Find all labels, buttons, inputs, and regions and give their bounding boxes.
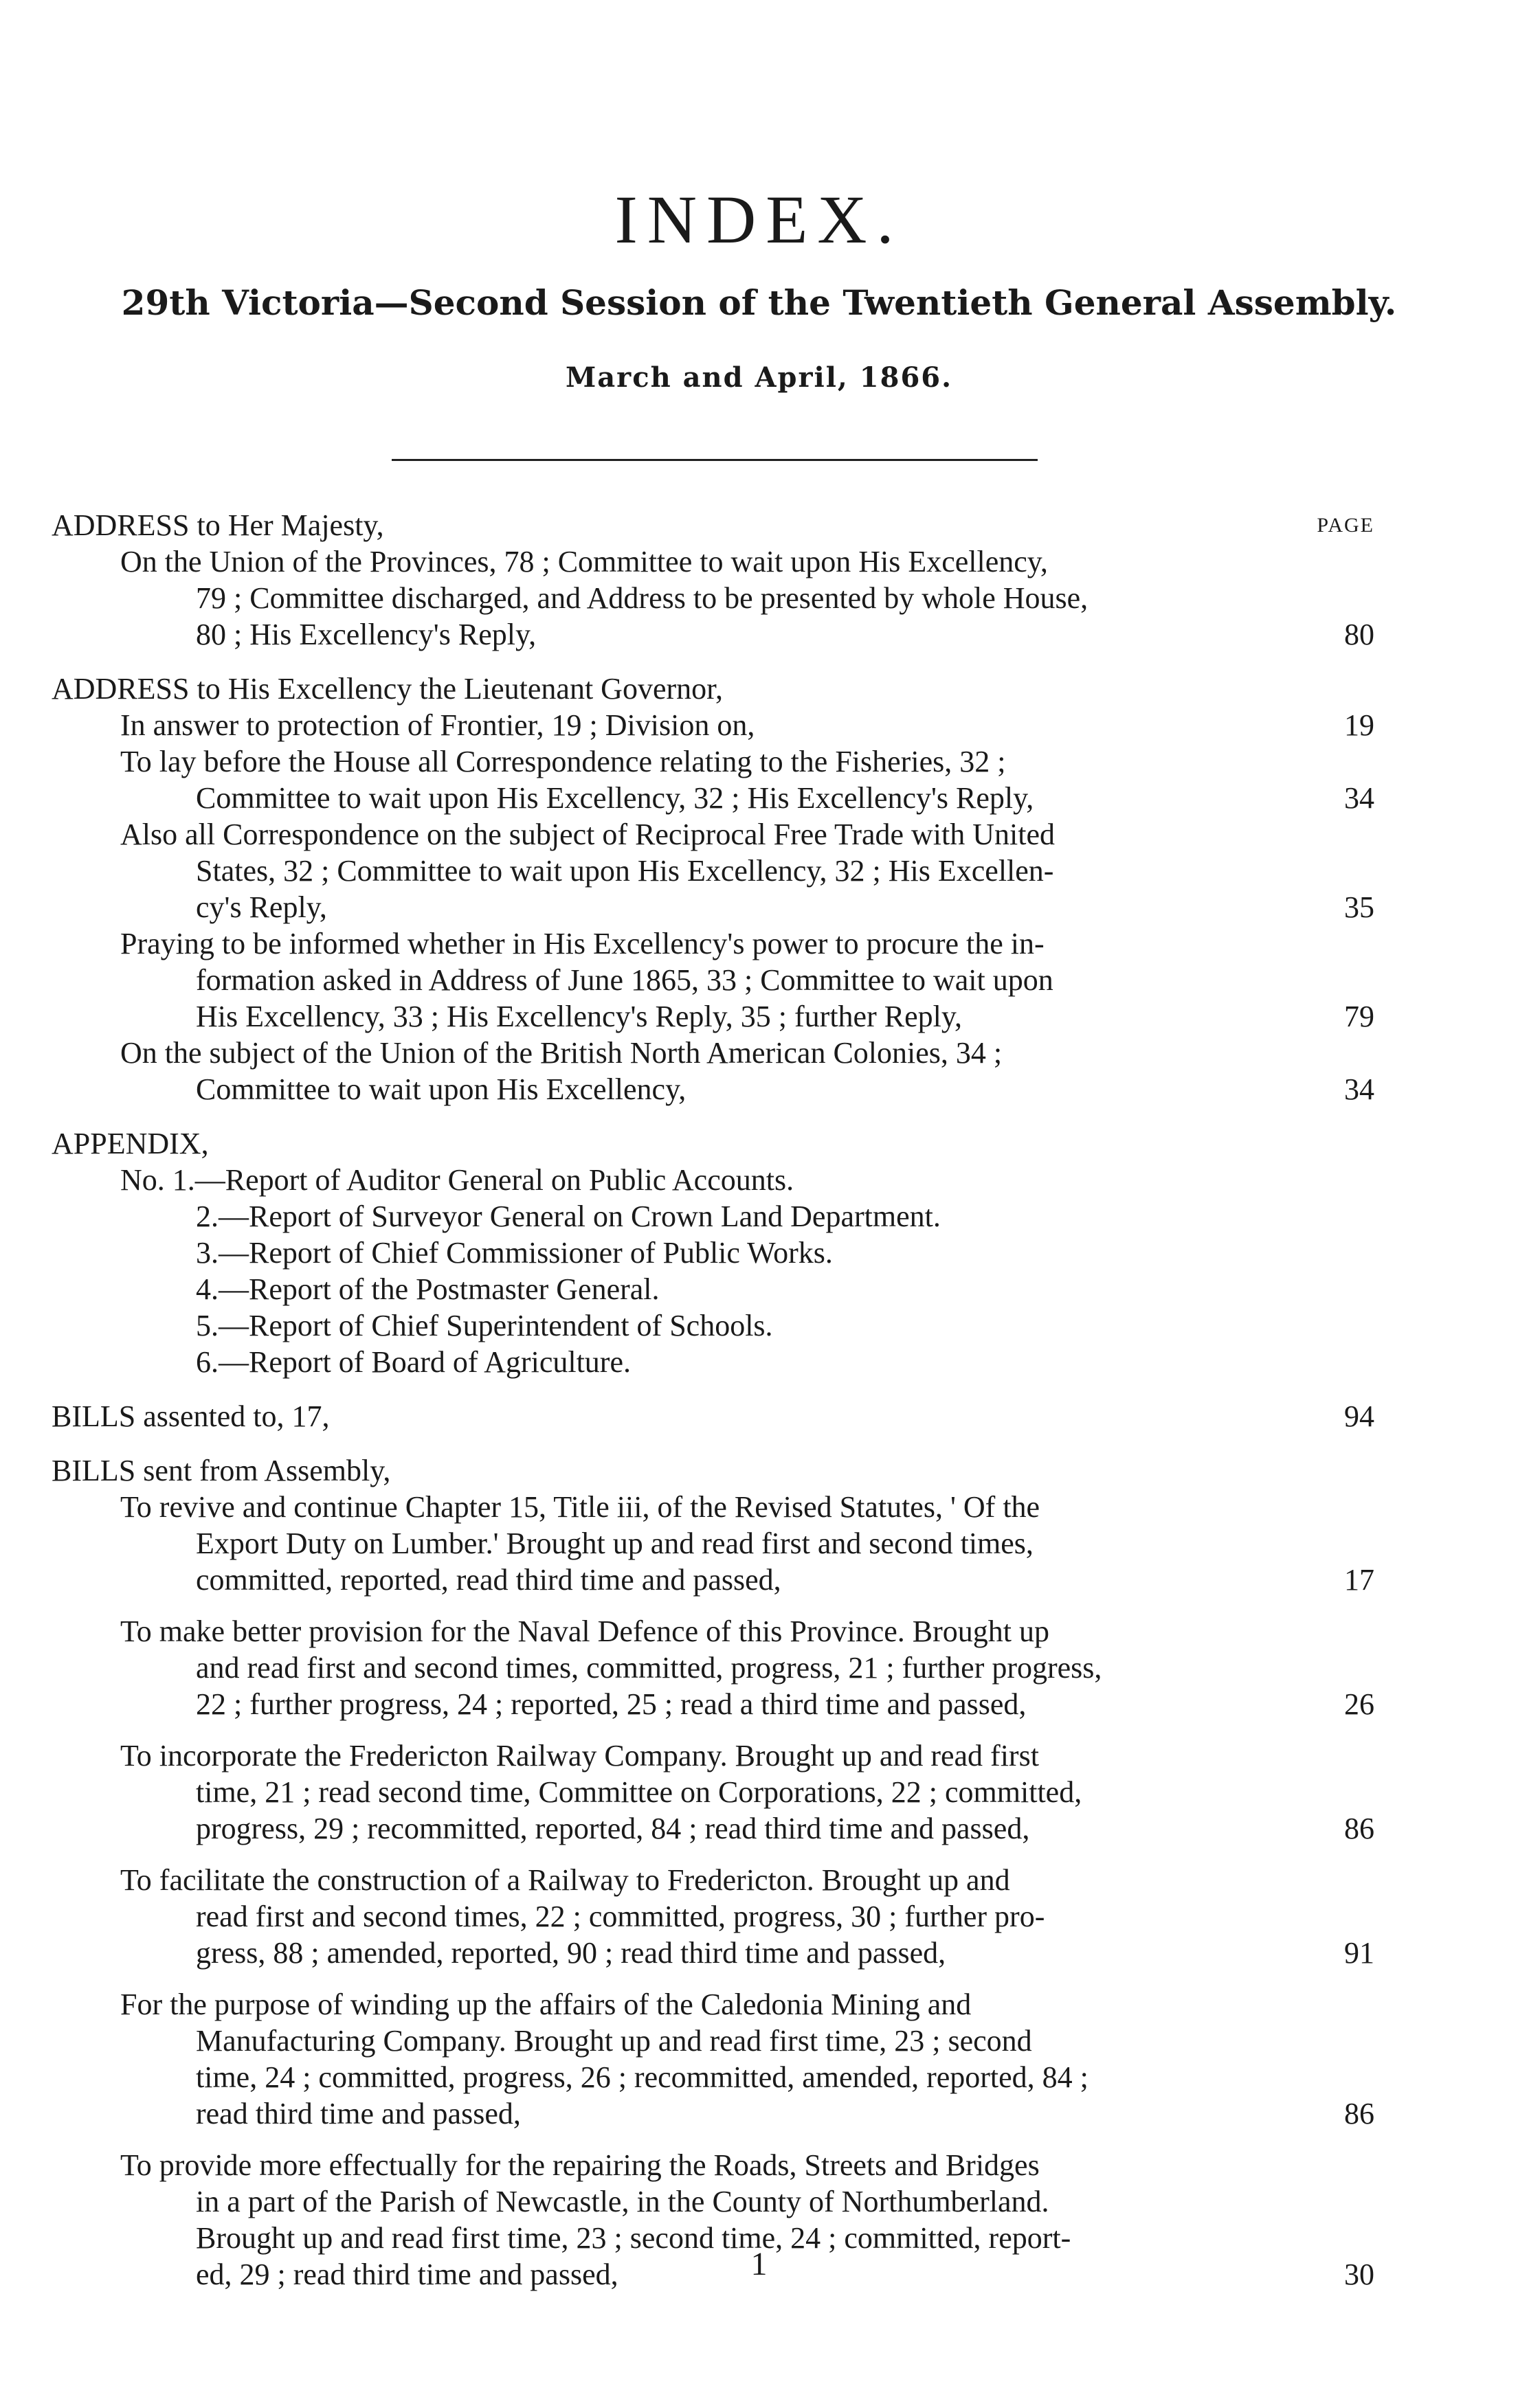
entry-page-number: 19: [1344, 708, 1374, 742]
index-entry: [52, 1737, 1374, 1847]
entry-text: To lay before the House all Correspondence relating to the Fisheries, 32 ; Committee to wait upon His Excellency, 32 ; His Excellency's Reply,: [120, 745, 1034, 815]
entry-page-number: 35: [1344, 890, 1374, 924]
appendix-item: 5.—Report of Chief Superintendent of Schools.: [196, 1309, 773, 1342]
appendix-item: 2.—Report of Surveyor General on Crown Land Department.: [196, 1200, 941, 1233]
index-entry: [52, 816, 1374, 925]
header-divider: [392, 459, 1038, 461]
entry-text: For the purpose of winding up the affairs of the Caledonia Mining and Manufacturing Company. Brought up and read first time, 23 ; second time, 24 ; committed, progress, 26 ; recommitted, amended, reported, 84 ; read third time and passed,: [120, 1988, 1089, 2130]
entry-page-number: 80: [1344, 618, 1374, 651]
entry-text: To revive and continue Chapter 15, Title iii, of the Revised Statutes, ' Of the Export Duty on Lumber.' Brought up and read first and second times, committed, reported, read third time and passed,: [120, 1490, 1040, 1597]
entry-text: On the Union of the Provinces, 78 ; Committee to wait upon His Excellency, 79 ; Committee discharged, and Address to be presented by whole House, 80 ; His Excellency's Reply,: [120, 545, 1089, 651]
page-number: 1: [750, 2246, 768, 2282]
index-entry: [52, 1613, 1374, 1722]
index-entry: [52, 743, 1374, 816]
index-entry: [52, 543, 1374, 653]
section-heading-bills-assented: [52, 1398, 1374, 1434]
entry-text: To make better provision for the Naval Defence of this Province. Brought up and read first and second times, committed, progress, 21 ; further progress, 22 ; further progress, 24 ; reported, 25 ; read a third time and passed,: [120, 1614, 1102, 1721]
session-subtitle: 29th Victoria—Second Session of the Twentieth General Assembly.: [121, 282, 1397, 323]
section-heading: ADDRESS to Her Majesty,: [52, 508, 384, 542]
entry-page-number: 26: [1344, 1687, 1374, 1721]
section-heading: ADDRESS to His Excellency the Lieutenant Governor,: [52, 672, 724, 706]
index-content: [52, 507, 1374, 2293]
entry-page-number: 17: [1344, 1563, 1374, 1597]
section-heading: APPENDIX,: [52, 1127, 209, 1160]
entry-page-number: 94: [1344, 1399, 1374, 1433]
entry-text: On the subject of the Union of the British North American Colonies, 34 ; Committee to wait upon His Excellency,: [120, 1036, 1003, 1106]
index-entry: [52, 1489, 1374, 1598]
index-entry: [52, 1035, 1374, 1107]
page-title: INDEX.: [614, 181, 904, 258]
entry-text: To provide more effectually for the repairing the Roads, Streets and Bridges in a part of the Parish of Newcastle, in the County of Northumberland. Brought up and read first time, 23 ; second time, 24 ; committed, report- ed, 29 ; read third time and passed,: [120, 2148, 1071, 2291]
section-heading-bills-sent: [52, 1452, 1374, 1489]
index-entry: [52, 925, 1374, 1035]
index-entry: [52, 1986, 1374, 2132]
section-heading-address-majesty: [52, 507, 1374, 543]
entry-page-number: 34: [1344, 1072, 1374, 1106]
entry-page-number: 30: [1344, 2258, 1374, 2291]
appendix-item: 3.—Report of Chief Commissioner of Public Works.: [196, 1236, 833, 1270]
entry-page-number: 91: [1344, 1936, 1374, 1970]
appendix-item: 6.—Report of Board of Agriculture.: [196, 1345, 631, 1379]
appendix-item: No. 1.—Report of Auditor General on Public Accounts.: [120, 1163, 794, 1197]
section-heading: BILLS assented to, 17,: [52, 1399, 330, 1433]
index-entry: [52, 1862, 1374, 1971]
entry-text: Also all Correspondence on the subject of Reciprocal Free Trade with United States, 32 ; Committee to wait upon His Excellency, 32 ; His Excellen- cy's Reply,: [120, 818, 1056, 924]
entry-text: In answer to protection of Frontier, 19 ; Division on,: [120, 708, 755, 742]
entry-page-number: 34: [1344, 781, 1374, 815]
entry-text: To facilitate the construction of a Railway to Fredericton. Brought up and read first and second times, 22 ; committed, progress, 30 ; further pro- gress, 88 ; amended, reported, 90 ; read third time and passed,: [120, 1863, 1045, 1970]
entry-page-number: 86: [1344, 1812, 1374, 1845]
entry-page-number: 79: [1344, 1000, 1374, 1033]
section-heading-appendix: [52, 1125, 1374, 1162]
section-heading: BILLS sent from Assembly,: [52, 1454, 391, 1487]
session-date: March and April, 1866.: [565, 361, 953, 394]
entry-text: Praying to be informed whether in His Excellency's power to procure the in- formation asked in Address of June 1865, 33 ; Committee to wait upon His Excellency, 33 ; His Excellency's Reply, 35 ; further Reply,: [120, 927, 1053, 1033]
page-column-label: PAGE: [1317, 514, 1374, 537]
entry-text: To incorporate the Fredericton Railway Company. Brought up and read first time, 21 ; read second time, Committee on Corporations, 22 ; committed, progress, 29 ; recommitted, reported, 84 ; read third time and passed,: [120, 1739, 1082, 1845]
section-heading-address-governor: [52, 671, 1374, 707]
entry-page-number: 86: [1344, 2097, 1374, 2130]
index-entry: [52, 707, 1374, 743]
appendix-item: 4.—Report of the Postmaster General.: [196, 1272, 660, 1306]
